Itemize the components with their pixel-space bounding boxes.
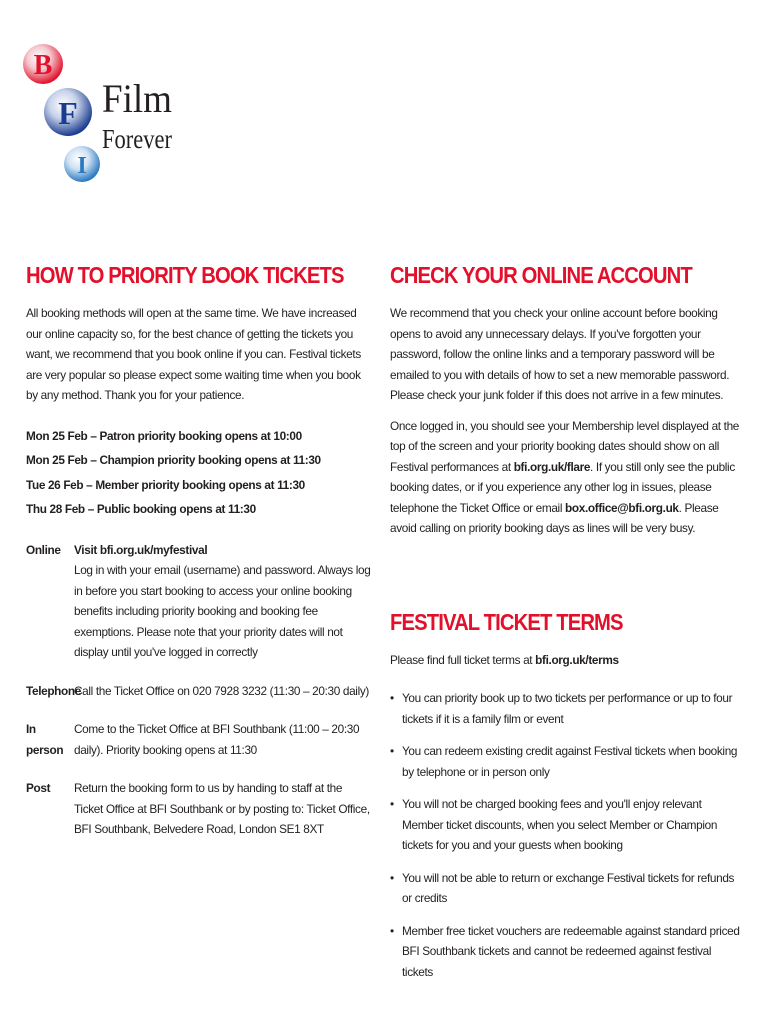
booking-dates [26,424,371,522]
list-item: • You will not be charged booking fees and you'll enjoy relevant Member ticket discounts, when you select Member or Champion tickets for you and your guests when booking [390,794,745,856]
method-online-text: Log in with your email (username) and password. Always log in before you start booking to access your online booking benefits including priority booking and booking fee exemptions. Please note that your priority dates will not display until you've logged in correctly [74,563,371,659]
logo-word-forever: Forever [102,124,173,154]
logo-circle-i [64,146,100,182]
logo-circle-f [44,88,92,136]
date-public: Thu 28 Feb – Public booking opens at 11:30 [26,502,256,516]
method-telephone-label: Telephone [26,683,81,698]
terms-intro: Please find full ticket terms at bfi.org.uk/terms [390,652,619,667]
logo-letter-f: F [58,95,78,131]
method-post-text: Return the booking form to us by handing to staff at the Ticket Office at BFI Southbank or by posting to: Ticket Office, BFI Southbank, Belvedere Road, London SE1 8XT [74,781,370,836]
logo-letter-i: I [77,153,87,179]
booking-intro: All booking methods will open at the same time. We have increased our online capacity so, for the best chance of getting the tickets you want, we recommend that you book online if you can. Festival tickets are very popular so please expect some waiting time when you book by any method. Thank you for your patience. [26,306,361,402]
method-post-label: Post [26,781,51,795]
myfestival-link[interactable]: Visit bfi.org.uk/myfestival [74,542,208,557]
list-item: • You can redeem existing credit against Festival tickets when booking by telephone or in person only [390,741,745,782]
date-patron: Mon 25 Feb – Patron priority booking opens at 10:00 [26,428,302,443]
bfi-logo [22,40,182,190]
method-inperson-label: In person [26,722,64,757]
method-inperson [26,719,371,760]
date-champion: Mon 25 Feb – Champion priority booking opens at 11:30 [26,453,321,467]
online-account-para2: Once logged in, you should see your Membership level displayed at the top of the screen and your priority booking dates should show on all Festival performances at bfi.org.uk/flare. If you still only see the public booking dates, or if you experience any other log in issues, please telephone the Ticket Office or email box.office@bfi.org.uk. Please avoid calling on priority booking days as lines will be very busy. [390,418,739,535]
terms-link[interactable]: bfi.org.uk/terms [535,652,619,667]
list-item: • You will not be able to return or exchange Festival tickets for refunds or credits [390,868,745,909]
left-column [26,262,371,840]
method-telephone-text: Call the Ticket Office on 020 7928 3232 (11:30 – 20:30 daily) [74,683,369,698]
date-member: Tue 26 Feb – Member priority booking opens at 11:30 [26,477,305,492]
logo-letter-b: B [33,50,53,81]
method-online-label: Online [26,542,61,557]
method-post [26,778,371,840]
list-item: • You can priority book up to two tickets per performance or up to four tickets if it is a family film or event [390,688,745,729]
method-online [26,540,371,663]
priority-booking-title: HOW TO PRIORITY BOOK TICKETS [26,262,344,288]
box-office-email-link[interactable]: box.office@bfi.org.uk [565,500,679,515]
method-inperson-text: Come to the Ticket Office at BFI Southbank (11:00 – 20:30 daily). Priority booking opens at 11:30 [74,722,360,757]
flare-link[interactable]: bfi.org.uk/flare [513,459,591,474]
logo-circle-b [23,44,63,84]
right-column [390,262,745,994]
terms-list [390,688,745,982]
ticket-terms-title: FESTIVAL TICKET TERMS [390,608,623,635]
method-online-body [74,540,371,663]
method-telephone [26,681,371,702]
online-account-para1: We recommend that you check your online account before booking opens to avoid any unnecessary delays. If you've forgotten your password, follow the online links and a temporary password will be emailed to you with details of how to set a new memorable password. Please check your junk folder if this does not arrive in a few minutes. [390,306,730,402]
logo-word-film: Film [102,76,172,121]
online-account-title: CHECK YOUR ONLINE ACCOUNT [390,262,692,288]
list-item: • Member free ticket vouchers are redeemable against standard priced BFI Southbank tickets and cannot be redeemed against festival tickets [390,921,745,983]
